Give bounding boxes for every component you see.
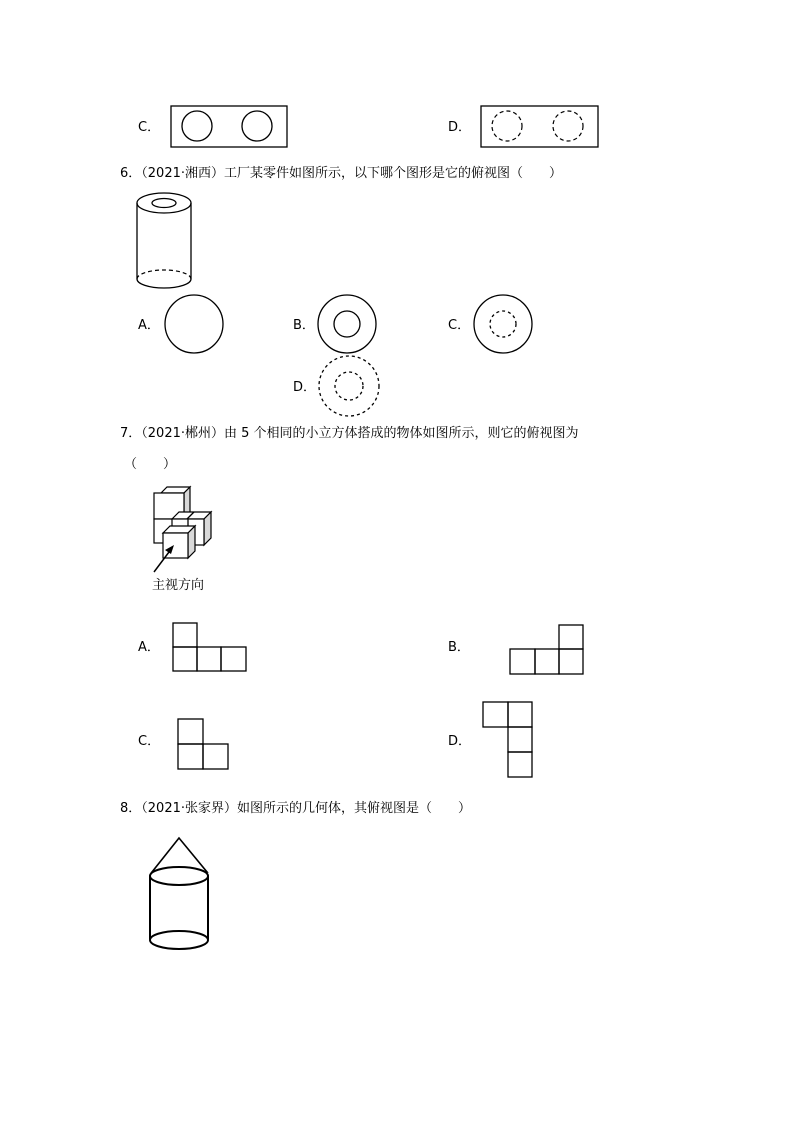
- q8-question-text: 8．（2021·张家界）如图所示的几何体，其俯视图是（ ）: [120, 801, 471, 816]
- q6-option-d-label: D．: [293, 380, 317, 395]
- q7-option-a-label: A．: [138, 640, 160, 655]
- q7-option-a-figure: [172, 622, 250, 674]
- q6-option-b-label: B．: [293, 318, 315, 333]
- q6-question-text: 6．（2021·湘西）工厂某零件如图所示，以下哪个图形是它的俯视图（ ）: [120, 166, 562, 181]
- q7-option-c-figure: [177, 718, 233, 774]
- q5-option-c-label: C．: [138, 120, 161, 135]
- q7-answer-paren: （ ）: [124, 457, 177, 472]
- q5-option-d-figure: [480, 105, 600, 149]
- q6-option-d-figure: [317, 355, 381, 419]
- q5-option-d-label: D．: [448, 120, 472, 135]
- q7-stacked-cubes-figure: [150, 486, 220, 566]
- q6-option-a-figure: [164, 294, 226, 356]
- q7-option-b-figure: [509, 624, 587, 676]
- q8-cone-cylinder-figure: [146, 836, 216, 956]
- q7-option-b-label: B．: [448, 640, 470, 655]
- q6-option-a-label: A．: [138, 318, 160, 333]
- q6-hollow-cylinder-figure: [136, 192, 196, 292]
- q7-option-c-label: C．: [138, 734, 161, 749]
- q7-option-d-label: D．: [448, 734, 472, 749]
- q6-option-c-figure: [473, 294, 535, 356]
- q6-option-b-figure: [316, 294, 378, 356]
- q6-option-c-label: C．: [448, 318, 471, 333]
- q7-option-d-figure: [482, 701, 538, 781]
- q5-option-c-figure: [170, 105, 290, 149]
- q7-question-text: 7．（2021·郴州）由 5 个相同的小立方体搭成的物体如图所示，则它的俯视图为: [120, 426, 579, 441]
- q7-direction-label: 主视方向: [152, 578, 205, 593]
